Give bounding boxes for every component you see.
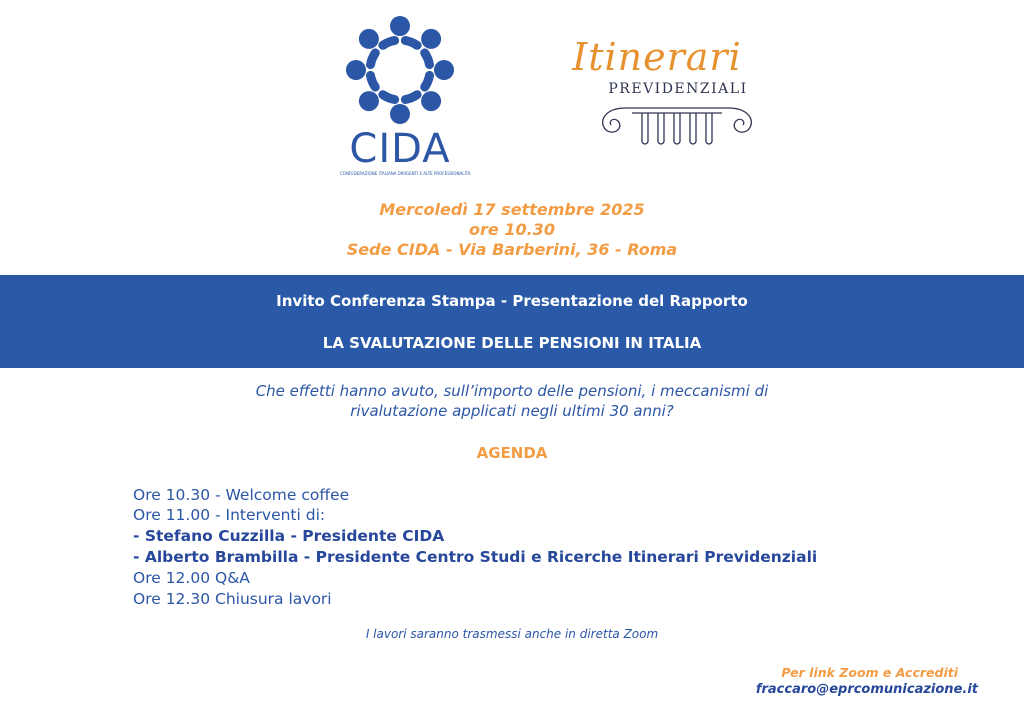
contact-email-link[interactable]: fraccaro@eprcomunicazione.it — [755, 682, 978, 697]
itinerari-script-wordmark: Itinerari — [572, 35, 742, 79]
cida-tagline: CONFEDERAZIONE ITALIANA DIRIGENTI E ALTE PROFESSIONALITÀ — [340, 171, 471, 176]
itinerari-previdenziali-logo — [548, 34, 763, 164]
title-banner — [0, 275, 1024, 368]
cida-logo — [330, 14, 470, 179]
question-line-1: Che effetti hanno avuto, sull’importo delle pensioni, i meccanismi di — [255, 382, 769, 400]
previdenziali-wordmark: PREVIDENZIALI — [608, 81, 748, 97]
event-venue: Sede CIDA - Via Barberini, 36 - Roma — [346, 240, 678, 259]
agenda-item: Ore 12.00 Q&A — [133, 569, 250, 587]
agenda-item-speaker: - Stefano Cuzzilla - Presidente CIDA — [133, 527, 445, 545]
agenda-item: Ore 12.30 Chiusura lavori — [133, 590, 332, 608]
agenda-item-speaker: - Alberto Brambilla - Presidente Centro Studi e Ricerche Itinerari Previdenziali — [133, 548, 818, 566]
cida-people-ring-icon — [344, 14, 456, 126]
greek-column-icon — [596, 102, 758, 150]
agenda-item: Ore 10.30 - Welcome coffee — [133, 486, 350, 504]
agenda-title: AGENDA — [476, 444, 548, 462]
question-line-2: rivalutazione applicati negli ultimi 30 anni? — [350, 402, 674, 420]
zoom-note: I lavori saranno trasmessi anche in diretta Zoom — [365, 627, 659, 641]
event-date: Mercoledì 17 settembre 2025 — [379, 200, 645, 219]
agenda-item: Ore 11.00 - Interventi di: — [133, 506, 326, 524]
banner-title: LA SVALUTAZIONE DELLE PENSIONI IN ITALIA — [322, 334, 702, 352]
contact-label: Per link Zoom e Accrediti — [781, 665, 958, 680]
banner-invite-text: Invito Conferenza Stampa - Presentazione del Rapporto — [276, 292, 748, 310]
event-time: ore 10.30 — [469, 220, 555, 239]
cida-wordmark: CIDA — [349, 126, 451, 172]
